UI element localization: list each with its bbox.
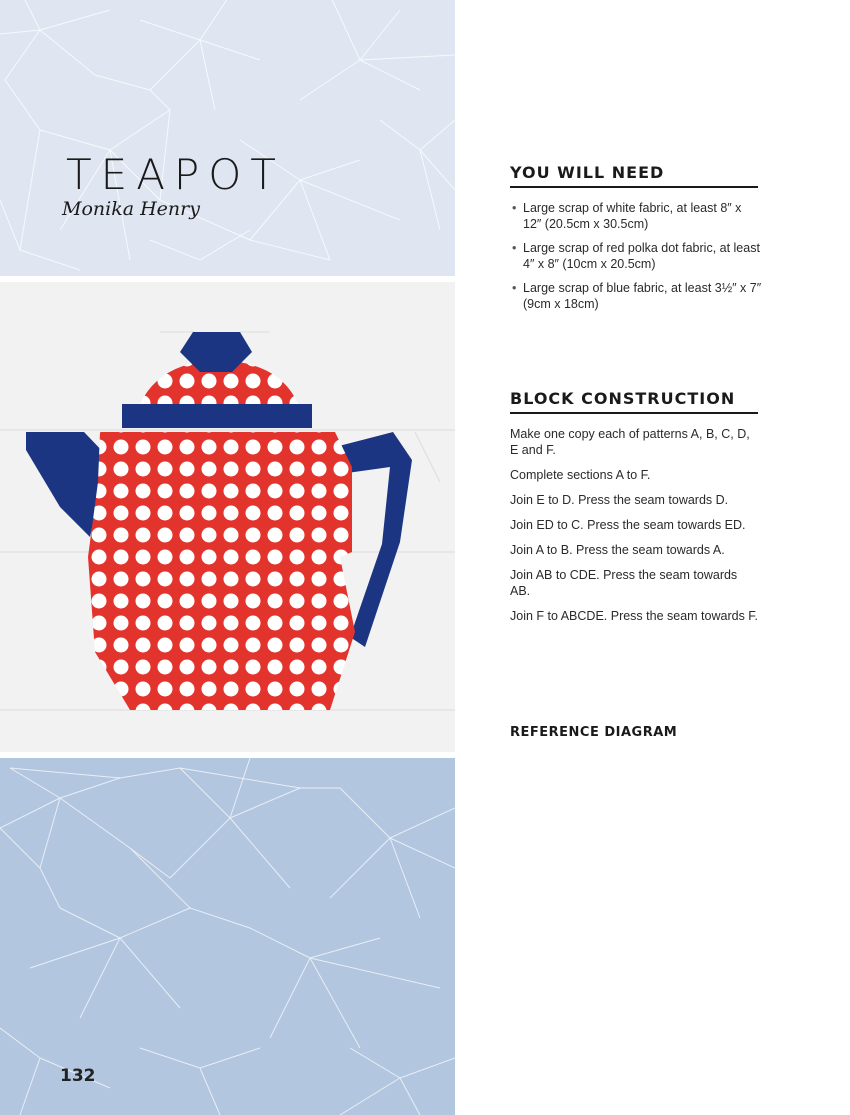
you-will-need-heading: YOU WILL NEED [510,163,758,188]
construction-step: Join A to B. Press the seam towards A. [510,543,725,557]
materials-list [510,200,762,320]
construction-step: Join E to D. Press the seam towards D. [510,493,729,507]
decorative-panel [0,758,455,1115]
construction-steps [510,426,760,633]
materials-item: • Large scrap of blue fabric, at least 3½″ x 7″ (9cm x 18cm) [510,280,762,312]
construction-step: Make one copy each of patterns A, B, C, D, E and F. [510,427,750,457]
title-panel [0,0,455,276]
construction-step: Join AB to CDE. Press the seam towards AB. [510,568,738,598]
block-construction-heading: BLOCK CONSTRUCTION [510,389,758,414]
teapot-body [88,432,355,710]
materials-item: • Large scrap of red polka dot fabric, at least 4″ x 8″ (10cm x 20.5cm) [510,240,762,272]
teapot-block-photo [0,282,455,752]
teapot-illustration [0,282,455,752]
construction-step: Join ED to C. Press the seam towards ED. [510,518,746,532]
construction-step: Join F to ABCDE. Press the seam towards F. [510,609,759,623]
starburst-pattern-top [0,0,455,276]
page-title: TEAPOT [66,150,285,199]
starburst-pattern-bottom [0,758,455,1115]
construction-step: Complete sections A to F. [510,468,651,482]
author-signature: Monika Henry [62,198,200,220]
reference-diagram-heading: REFERENCE DIAGRAM [510,725,678,740]
materials-item: • Large scrap of white fabric, at least 8″ x 12″ (20.5cm x 30.5cm) [510,200,762,232]
page-number: 132 [60,1066,96,1086]
teapot-lid-band [122,404,312,428]
